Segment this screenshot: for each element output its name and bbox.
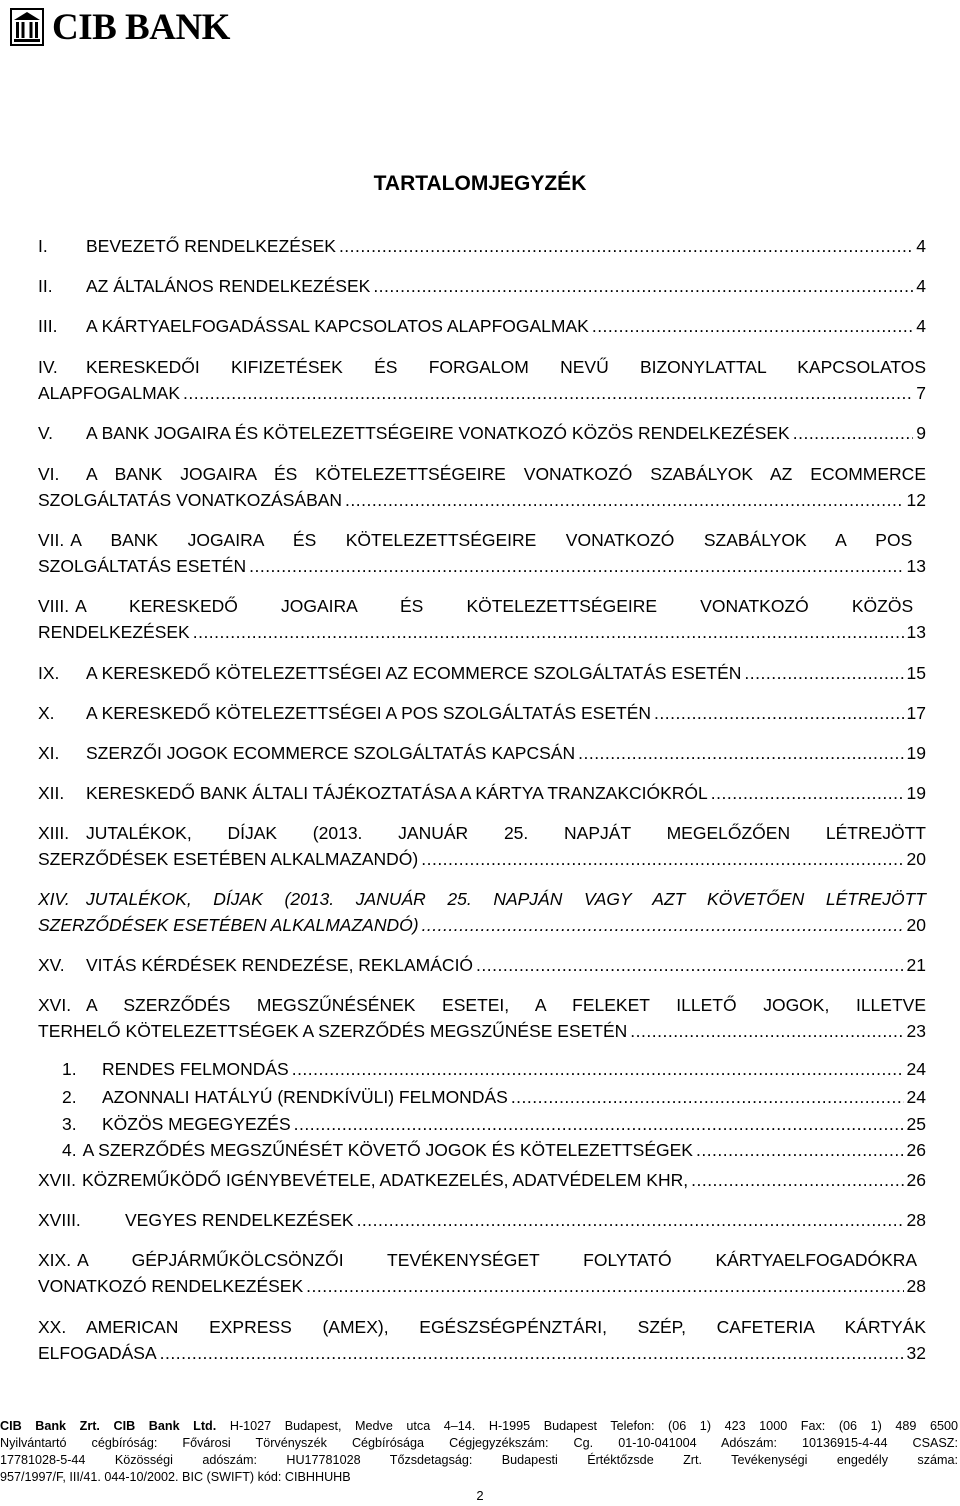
toc-page-number: 15 — [906, 663, 926, 683]
toc-page-number: 24 — [906, 1087, 926, 1107]
toc-title: TARTALOMJEGYZÉK — [373, 172, 587, 195]
toc-entry-text: KERESKEDŐ BANK ÁLTALI TÁJÉKOZTATÁSA A KÁRTYA TRANZAKCIÓKRÓL — [86, 783, 708, 803]
leader-dots — [511, 1084, 904, 1110]
toc-entry-text: VEGYES RENDELKEZÉSEK — [125, 1210, 354, 1230]
toc-entry-text-cont: TERHELŐ KÖTELEZETTSÉGEK A SZERZŐDÉS MEGSZŰNÉSE ESETÉN — [38, 1021, 628, 1041]
toc-page-number: 4 — [916, 316, 926, 336]
toc-page-number: 32 — [906, 1343, 926, 1363]
toc-entry-ii[interactable]: II. AZ ÁLTALÁNOS RENDELKEZÉSEK ..... 4 — [38, 273, 926, 299]
leader-dots — [249, 553, 903, 579]
leader-dots — [292, 1056, 904, 1082]
leader-dots — [373, 273, 913, 299]
toc-entry-text-cont: SZOLGÁLTATÁS VONATKOZÁSÁBAN — [38, 490, 343, 510]
toc-entry-text: AZONNALI HATÁLYÚ (RENDKÍVÜLI) FELMONDÁS — [102, 1087, 508, 1107]
toc-page-number: 23 — [906, 1021, 926, 1041]
toc-entry-text: SZERZŐI JOGOK ECOMMERCE SZOLGÁLTATÁS KAPCSÁN — [86, 743, 576, 763]
toc-entry-text: KERESKEDŐI KIFIZETÉSEK ÉS FORGALOM NEVŰ BIZONYLATTAL KAPCSOLATOS — [86, 357, 926, 377]
toc-page-number: 26 — [906, 1140, 926, 1160]
leader-dots — [183, 380, 913, 406]
toc-entry-3[interactable]: 3. KÖZÖS MEGEGYEZÉS ..... 25 — [38, 1111, 926, 1137]
toc-entry-vii[interactable]: VII. A BANK JOGAIRA ÉS KÖTELEZETTSÉGEIRE VONATKOZÓ SZABÁLYOK A POS SZOLGÁLTATÁS ESETÉN ..... 13 — [38, 527, 926, 579]
toc-page-number: 7 — [916, 383, 926, 403]
leader-dots — [691, 1167, 903, 1193]
toc-page-number: 19 — [906, 783, 926, 803]
toc-entry-1[interactable]: 1. RENDES FELMONDÁS ..... 24 — [38, 1056, 926, 1082]
toc-entry-text-cont: RENDELKEZÉSEK — [38, 622, 190, 642]
leader-dots — [339, 233, 913, 259]
footer-license: 957/1997/F, III/41. 044-10/2002. BIC (SWIFT) kód: CIBHHUHB — [0, 1470, 351, 1484]
toc-entry-text: KÖZÖS MEGEGYEZÉS — [102, 1114, 291, 1134]
leader-dots — [294, 1111, 904, 1137]
toc-entry-text: AMERICAN EXPRESS (AMEX), EGÉSZSÉGPÉNZTÁRI, SZÉP, CAFETERIA KÁRTYÁK — [86, 1317, 926, 1337]
toc-page-number: 26 — [906, 1170, 926, 1190]
leader-dots — [793, 420, 914, 446]
leader-dots — [306, 1273, 903, 1299]
toc-entry-text: JUTALÉKOK, DÍJAK (2013. JANUÁR 25. NAPJÁT MEGELŐZŐEN LÉTREJÖTT — [86, 823, 926, 843]
toc-entry-v[interactable]: V. A BANK JOGAIRA ÉS KÖTELEZETTSÉGEIRE VONATKOZÓ KÖZÖS RENDELKEZÉSEK ..... 9 — [38, 420, 926, 446]
toc-entry-text-cont: ELFOGADÁSA — [38, 1343, 157, 1363]
leader-dots — [578, 740, 903, 766]
toc-entry-text: VITÁS KÉRDÉSEK RENDEZÉSE, REKLAMÁCIÓ — [86, 955, 474, 975]
toc-entry-xviii[interactable]: XVIII. VEGYES RENDELKEZÉSEK ..... 28 — [38, 1207, 926, 1233]
bank-building-icon — [10, 8, 44, 46]
toc-page-number: 19 — [906, 743, 926, 763]
toc-entry-ix[interactable]: IX. A KERESKEDŐ KÖTELEZETTSÉGEI AZ ECOMMERCE SZOLGÁLTATÁS ESETÉN ..... 15 — [38, 660, 926, 686]
toc-entry-text: AZ ÁLTALÁNOS RENDELKEZÉSEK — [86, 276, 371, 296]
toc-entry-i[interactable]: I. BEVEZETŐ RENDELKEZÉSEK ..... 4 — [38, 233, 926, 259]
toc-entry-xv[interactable]: XV. VITÁS KÉRDÉSEK RENDEZÉSE, REKLAMÁCIÓ ..... 21 — [38, 952, 926, 978]
toc-entry-text-cont: SZERZŐDÉSEK ESETÉBEN ALKALMAZANDÓ) — [38, 849, 419, 869]
toc-page-number: 21 — [906, 955, 926, 975]
page-footer — [0, 1418, 960, 1486]
toc-entry-text: A KERESKEDŐ KÖTELEZETTSÉGEI AZ ECOMMERCE SZOLGÁLTATÁS ESETÉN — [86, 663, 742, 683]
toc-page-number: 4 — [916, 236, 926, 256]
leader-dots — [476, 952, 903, 978]
toc-page-number: 20 — [906, 915, 926, 935]
toc-page-number: 17 — [906, 703, 926, 723]
toc-entry-vi[interactable]: VI. A BANK JOGAIRA ÉS KÖTELEZETTSÉGEIRE VONATKOZÓ SZABÁLYOK AZ ECOMMERCE SZOLGÁLTATÁS VONATKOZÁSÁBAN ..... 12 — [38, 461, 926, 513]
toc-page-number: 24 — [906, 1059, 926, 1079]
toc-entry-xi[interactable]: XI. SZERZŐI JOGOK ECOMMERCE SZOLGÁLTATÁS KAPCSÁN ..... 19 — [38, 740, 926, 766]
toc-entry-xiv[interactable]: XIV. JUTALÉKOK, DÍJAK (2013. JANUÁR 25. NAPJÁN VAGY AZT KÖVETŐEN LÉTREJÖTT SZERZŐDÉSEK ESETÉBEN ALKALMAZANDÓ) ..... 20 — [38, 886, 926, 938]
toc-entry-xvi[interactable]: XVI. A SZERZŐDÉS MEGSZŰNÉSÉNEK ESETEI, A FELEKET ILLETŐ JOGOK, ILLETVE TERHELŐ KÖTELEZETTSÉGEK A SZERZŐDÉS MEGSZŰNÉSE ESETÉN ..... 23 — [38, 992, 926, 1044]
toc-entry-iii[interactable]: III. A KÁRTYAELFOGADÁSSAL KAPCSOLATOS ALAPFOGALMAK ..... 4 — [38, 313, 926, 339]
leader-dots — [422, 912, 904, 938]
toc-entry-4[interactable]: 4. A SZERZŐDÉS MEGSZŰNÉSÉT KÖVETŐ JOGOK ÉS KÖTELEZETTSÉGEK ..... 26 — [38, 1137, 926, 1163]
toc-page-number: 28 — [906, 1210, 926, 1230]
leader-dots — [711, 780, 904, 806]
toc-entry-text: A BANK JOGAIRA ÉS KÖTELEZETTSÉGEIRE VONATKOZÓ KÖZÖS RENDELKEZÉSEK — [86, 423, 790, 443]
leader-dots — [630, 1018, 903, 1044]
leader-dots — [345, 487, 903, 513]
toc-entry-text-cont: VONATKOZÓ RENDELKEZÉSEK — [38, 1276, 304, 1296]
leader-dots — [592, 313, 913, 339]
toc-entry-xx[interactable]: XX. AMERICAN EXPRESS (AMEX), EGÉSZSÉGPÉNZTÁRI, SZÉP, CAFETERIA KÁRTYÁK ELFOGADÁSA ..... 32 — [38, 1314, 926, 1366]
toc-entry-x[interactable]: X. A KERESKEDŐ KÖTELEZETTSÉGEI A POS SZOLGÁLTATÁS ESETÉN ..... 17 — [38, 700, 926, 726]
toc-entry-2[interactable]: 2. AZONNALI HATÁLYÚ (RENDKÍVÜLI) FELMONDÁS ..... 24 — [38, 1084, 926, 1110]
toc-entry-text: RENDES FELMONDÁS — [102, 1059, 289, 1079]
toc-page-number: 12 — [906, 490, 926, 510]
toc-entry-text: A GÉPJÁRMŰKÖLCSÖNZŐI TEVÉKENYSÉGET FOLYTATÓ KÁRTYAELFOGADÓKRA — [77, 1250, 918, 1270]
toc-entry-text: KÖZREMŰKÖDŐ IGÉNYBEVÉTELE, ADATKEZELÉS, ADATVÉDELEM KHR, — [81, 1170, 689, 1190]
leader-dots — [193, 619, 904, 645]
toc-entry-text: A BANK JOGAIRA ÉS KÖTELEZETTSÉGEIRE VONATKOZÓ SZABÁLYOK A POS — [70, 530, 913, 550]
toc-entry-xix[interactable]: XIX. A GÉPJÁRMŰKÖLCSÖNZŐI TEVÉKENYSÉGET FOLYTATÓ KÁRTYAELFOGADÓKRA VONATKOZÓ RENDELKEZÉSEK ..... 28 — [38, 1247, 926, 1299]
leader-dots — [357, 1207, 904, 1233]
leader-dots — [696, 1137, 904, 1163]
toc-entry-text-cont: SZERZŐDÉSEK ESETÉBEN ALKALMAZANDÓ) — [38, 915, 419, 935]
leader-dots — [744, 660, 903, 686]
toc-entry-text: A SZERZŐDÉS MEGSZŰNÉSÉT KÖVETŐ JOGOK ÉS KÖTELEZETTSÉGEK — [82, 1140, 693, 1160]
logo-text: CIB BANK — [52, 6, 230, 48]
leader-dots — [421, 846, 903, 872]
footer-address: H-1027 Budapest, Medve utca 4–14. H-1995 Budapest Telefon: (06 1) 423 1000 Fax: (06 1) 489 6500 — [229, 1419, 959, 1433]
toc-page-number: 13 — [906, 622, 926, 642]
toc-entry-text: A KERESKEDŐ KÖTELEZETTSÉGEI A POS SZOLGÁLTATÁS ESETÉN — [86, 703, 652, 723]
toc-entry-text-cont: ALAPFOGALMAK — [38, 383, 180, 403]
toc-page-number: 28 — [906, 1276, 926, 1296]
leader-dots — [160, 1340, 904, 1366]
toc-entry-text: A SZERZŐDÉS MEGSZŰNÉSÉNEK ESETEI, A FELEKET ILLETŐ JOGOK, ILLETVE — [86, 995, 926, 1015]
footer-company: CIB Bank Zrt. CIB Bank Ltd. — [0, 1419, 217, 1433]
toc-entry-text: A BANK JOGAIRA ÉS KÖTELEZETTSÉGEIRE VONATKOZÓ SZABÁLYOK AZ ECOMMERCE — [86, 464, 926, 484]
toc-page-number: 4 — [916, 276, 926, 296]
toc-entry-text: A KÁRTYAELFOGADÁSSAL KAPCSOLATOS ALAPFOGALMAK — [86, 316, 589, 336]
toc-entry-text: A KERESKEDŐ JOGAIRA ÉS KÖTELEZETTSÉGEIRE VONATKOZÓ KÖZÖS — [75, 596, 914, 616]
toc-entry-text: BEVEZETŐ RENDELKEZÉSEK — [86, 236, 336, 256]
toc-entry-xvii[interactable]: XVII. KÖZREMŰKÖDŐ IGÉNYBEVÉTELE, ADATKEZELÉS, ADATVÉDELEM KHR, ..... 26 — [38, 1167, 926, 1193]
toc-entry-text-cont: SZOLGÁLTATÁS ESETÉN — [38, 556, 247, 576]
toc-page-number: 25 — [906, 1114, 926, 1134]
toc-page-number: 20 — [906, 849, 926, 869]
footer-tax: 17781028-5-44 Közösségi adószám: HU17781028 Tőzsdetagság: Budapesti Értéktőzsde Zrt. Tevékenységi engedély száma: — [0, 1453, 958, 1467]
leader-dots — [654, 700, 904, 726]
toc-page-number: 13 — [906, 556, 926, 576]
toc-entry-text: JUTALÉKOK, DÍJAK (2013. JANUÁR 25. NAPJÁN VAGY AZT KÖVETŐEN LÉTREJÖTT — [86, 889, 926, 909]
footer-registry: Nyilvántartó cégbíróság: Fővárosi Törvényszék Cégbírósága Cégjegyzékszám: Cg. 01-10-041004 Adószám: 10136915-4-44 CSASZ: — [0, 1436, 958, 1450]
page-number: 2 — [476, 1488, 484, 1503]
toc-entry-xii[interactable]: XII. KERESKEDŐ BANK ÁLTALI TÁJÉKOZTATÁSA A KÁRTYA TRANZAKCIÓKRÓL ..... 19 — [38, 780, 926, 806]
bank-logo — [10, 6, 230, 48]
toc-entry-iv[interactable]: IV. KERESKEDŐI KIFIZETÉSEK ÉS FORGALOM NEVŰ BIZONYLATTAL KAPCSOLATOS ALAPFOGALMAK ..... 7 — [38, 354, 926, 406]
toc-entry-xiii[interactable]: XIII. JUTALÉKOK, DÍJAK (2013. JANUÁR 25. NAPJÁT MEGELŐZŐEN LÉTREJÖTT SZERZŐDÉSEK ESETÉBEN ALKALMAZANDÓ) ..... 20 — [38, 820, 926, 872]
toc-entry-viii[interactable]: VIII. A KERESKEDŐ JOGAIRA ÉS KÖTELEZETTSÉGEIRE VONATKOZÓ KÖZÖS RENDELKEZÉSEK ..... 13 — [38, 593, 926, 645]
toc-page-number: 9 — [916, 423, 926, 443]
